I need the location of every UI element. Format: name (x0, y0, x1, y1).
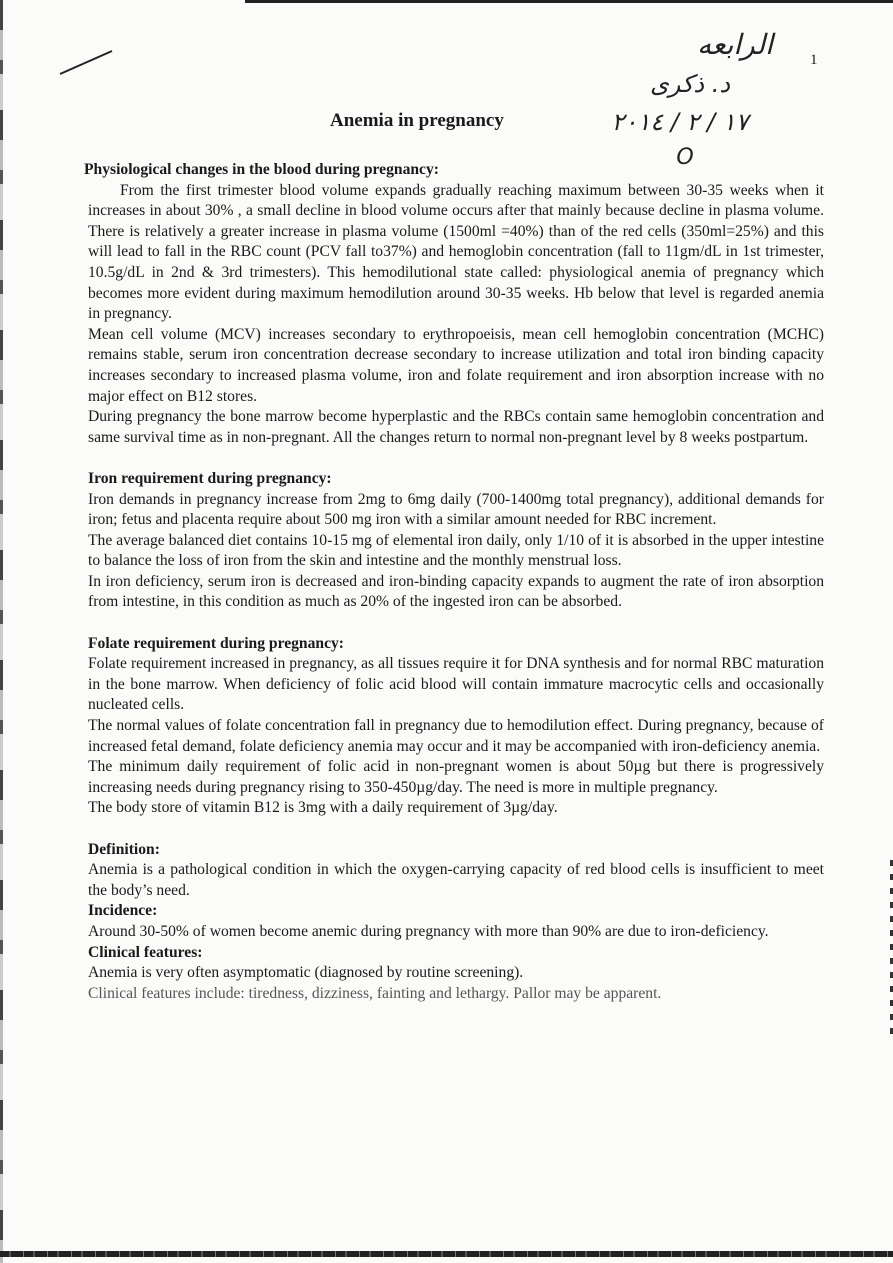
page-title: Anemia in pregnancy (330, 110, 504, 131)
scan-edge-bottom (0, 1251, 893, 1257)
section-clinical-features (84, 943, 824, 1005)
paragraph: Anemia is a pathological condition in which the oxygen-carrying capacity of red blood cells is insufficient to meet the body’s need. (88, 861, 824, 899)
handwritten-note (560, 22, 800, 172)
paragraph: Clinical features include: tiredness, dizziness, fainting and lethargy. Pallor may be apparent. (88, 984, 662, 1002)
section-physiological-changes (84, 160, 824, 448)
spacer (84, 448, 824, 469)
section-iron-requirement (84, 469, 824, 613)
section-heading: Folate requirement during pregnancy: (88, 634, 344, 652)
paragraph: Around 30-50% of women become anemic during pregnancy with more than 90% are due to iron-deficiency. (88, 922, 769, 940)
section-heading: Iron requirement during pregnancy: (88, 469, 332, 487)
paragraph: The minimum daily requirement of folic acid in non-pregnant women is about 50µg but there is progressively increasing needs during pregnancy rising to 350-450µg/day. The need is more in multiple pregnancy. (88, 758, 824, 796)
handwritten-line-2: د. ذكرى (649, 70, 731, 98)
section-heading: Physiological changes in the blood during pregnancy: (84, 161, 439, 178)
scan-edge-top (245, 0, 893, 3)
paragraph: During pregnancy the bone marrow become hyperplastic and the RBCs contain same hemoglobin concentration and same survival time as in non-pregnant. All the changes return to normal non-pregnant level by 8 weeks postpartum. (88, 408, 824, 446)
paragraph: Mean cell volume (MCV) increases secondary to erythropoeisis, mean cell hemoglobin concentration (MCHC) remains stable, serum iron concentration decrease secondary to increase utilization and total iron binding capacity increases secondary to increased plasma volume, iron and folate requirement and iron absorption increase with no major effect on B12 stores. (88, 325, 824, 405)
paragraph: Anemia is very often asymptomatic (diagnosed by routine screening). (88, 964, 524, 982)
paragraph: Iron demands in pregnancy increase from 2mg to 6mg daily (700-1400mg total pregnancy), additional demands for iron; fetus and placenta require about 500 mg iron with a similar amount needed for RBC increment. (88, 490, 824, 529)
paragraph: From the first trimester blood volume expands gradually reaching maximum between 30-35 weeks when it increases in about 30% , a small decline in blood volume occurs after that mainly because decline in plasma volume. There is relatively a greater increase in plasma volume (1500ml =40%) than of the red cells (350ml=25%) and this will lead to fall in the RBC count (PCV fall to37%) and hemoglobin concentration (fall to 11gm/dL in 1st trimester, 10.5g/dL in 2nd & 3rd trimesters). This hemodilutional state called: physiological anemia of pregnancy which becomes more evident during maximum hemodilution around 30-35 weeks. Hb below that level is regarded anemia in pregnancy. (88, 181, 824, 323)
spacer (84, 613, 824, 634)
paragraph: Folate requirement increased in pregnancy, as all tissues require it for DNA synthesis and for normal RBC maturation in the bone marrow. When deficiency of folic acid blood will contain immature macrocytic cells and occasionally nucleated cells. (88, 655, 824, 714)
section-incidence (84, 901, 824, 942)
paragraph: The body store of vitamin B12 is 3mg with a daily requirement of 3µg/day. (88, 799, 558, 817)
handwritten-line-3: ١٧ / ٢ / ٢٠١٤ (611, 108, 749, 136)
pen-mark (58, 48, 118, 78)
section-heading: Clinical features: (88, 943, 203, 961)
document-body (84, 160, 824, 1004)
spacer (84, 819, 824, 840)
section-definition (84, 840, 824, 902)
section-folate-requirement (84, 634, 824, 819)
scan-edge-left (0, 0, 3, 1263)
handwritten-line-4: O (676, 145, 694, 170)
paragraph: The average balanced diet contains 10-15 mg of elemental iron daily, only 1/10 of it is absorbed in the upper intestine to balance the loss of iron from the skin and intestine and the monthly menstrual loss. (88, 531, 824, 570)
section-heading: Definition: (88, 840, 160, 858)
page-number: 1 (810, 52, 818, 68)
paragraph: The normal values of folate concentration fall in pregnancy due to hemodilution effect. During pregnancy, because of increased fetal demand, folate deficiency anemia may occur and it may be accompanied with iron-deficiency anemia. (88, 717, 824, 755)
paragraph: In iron deficiency, serum iron is decreased and iron-binding capacity expands to augment the rate of iron absorption from intestine, in this condition as much as 20% of the ingested iron can be absorbed. (88, 572, 824, 611)
handwritten-line-1: الرابعه (697, 28, 773, 61)
section-heading: Incidence: (88, 902, 158, 920)
